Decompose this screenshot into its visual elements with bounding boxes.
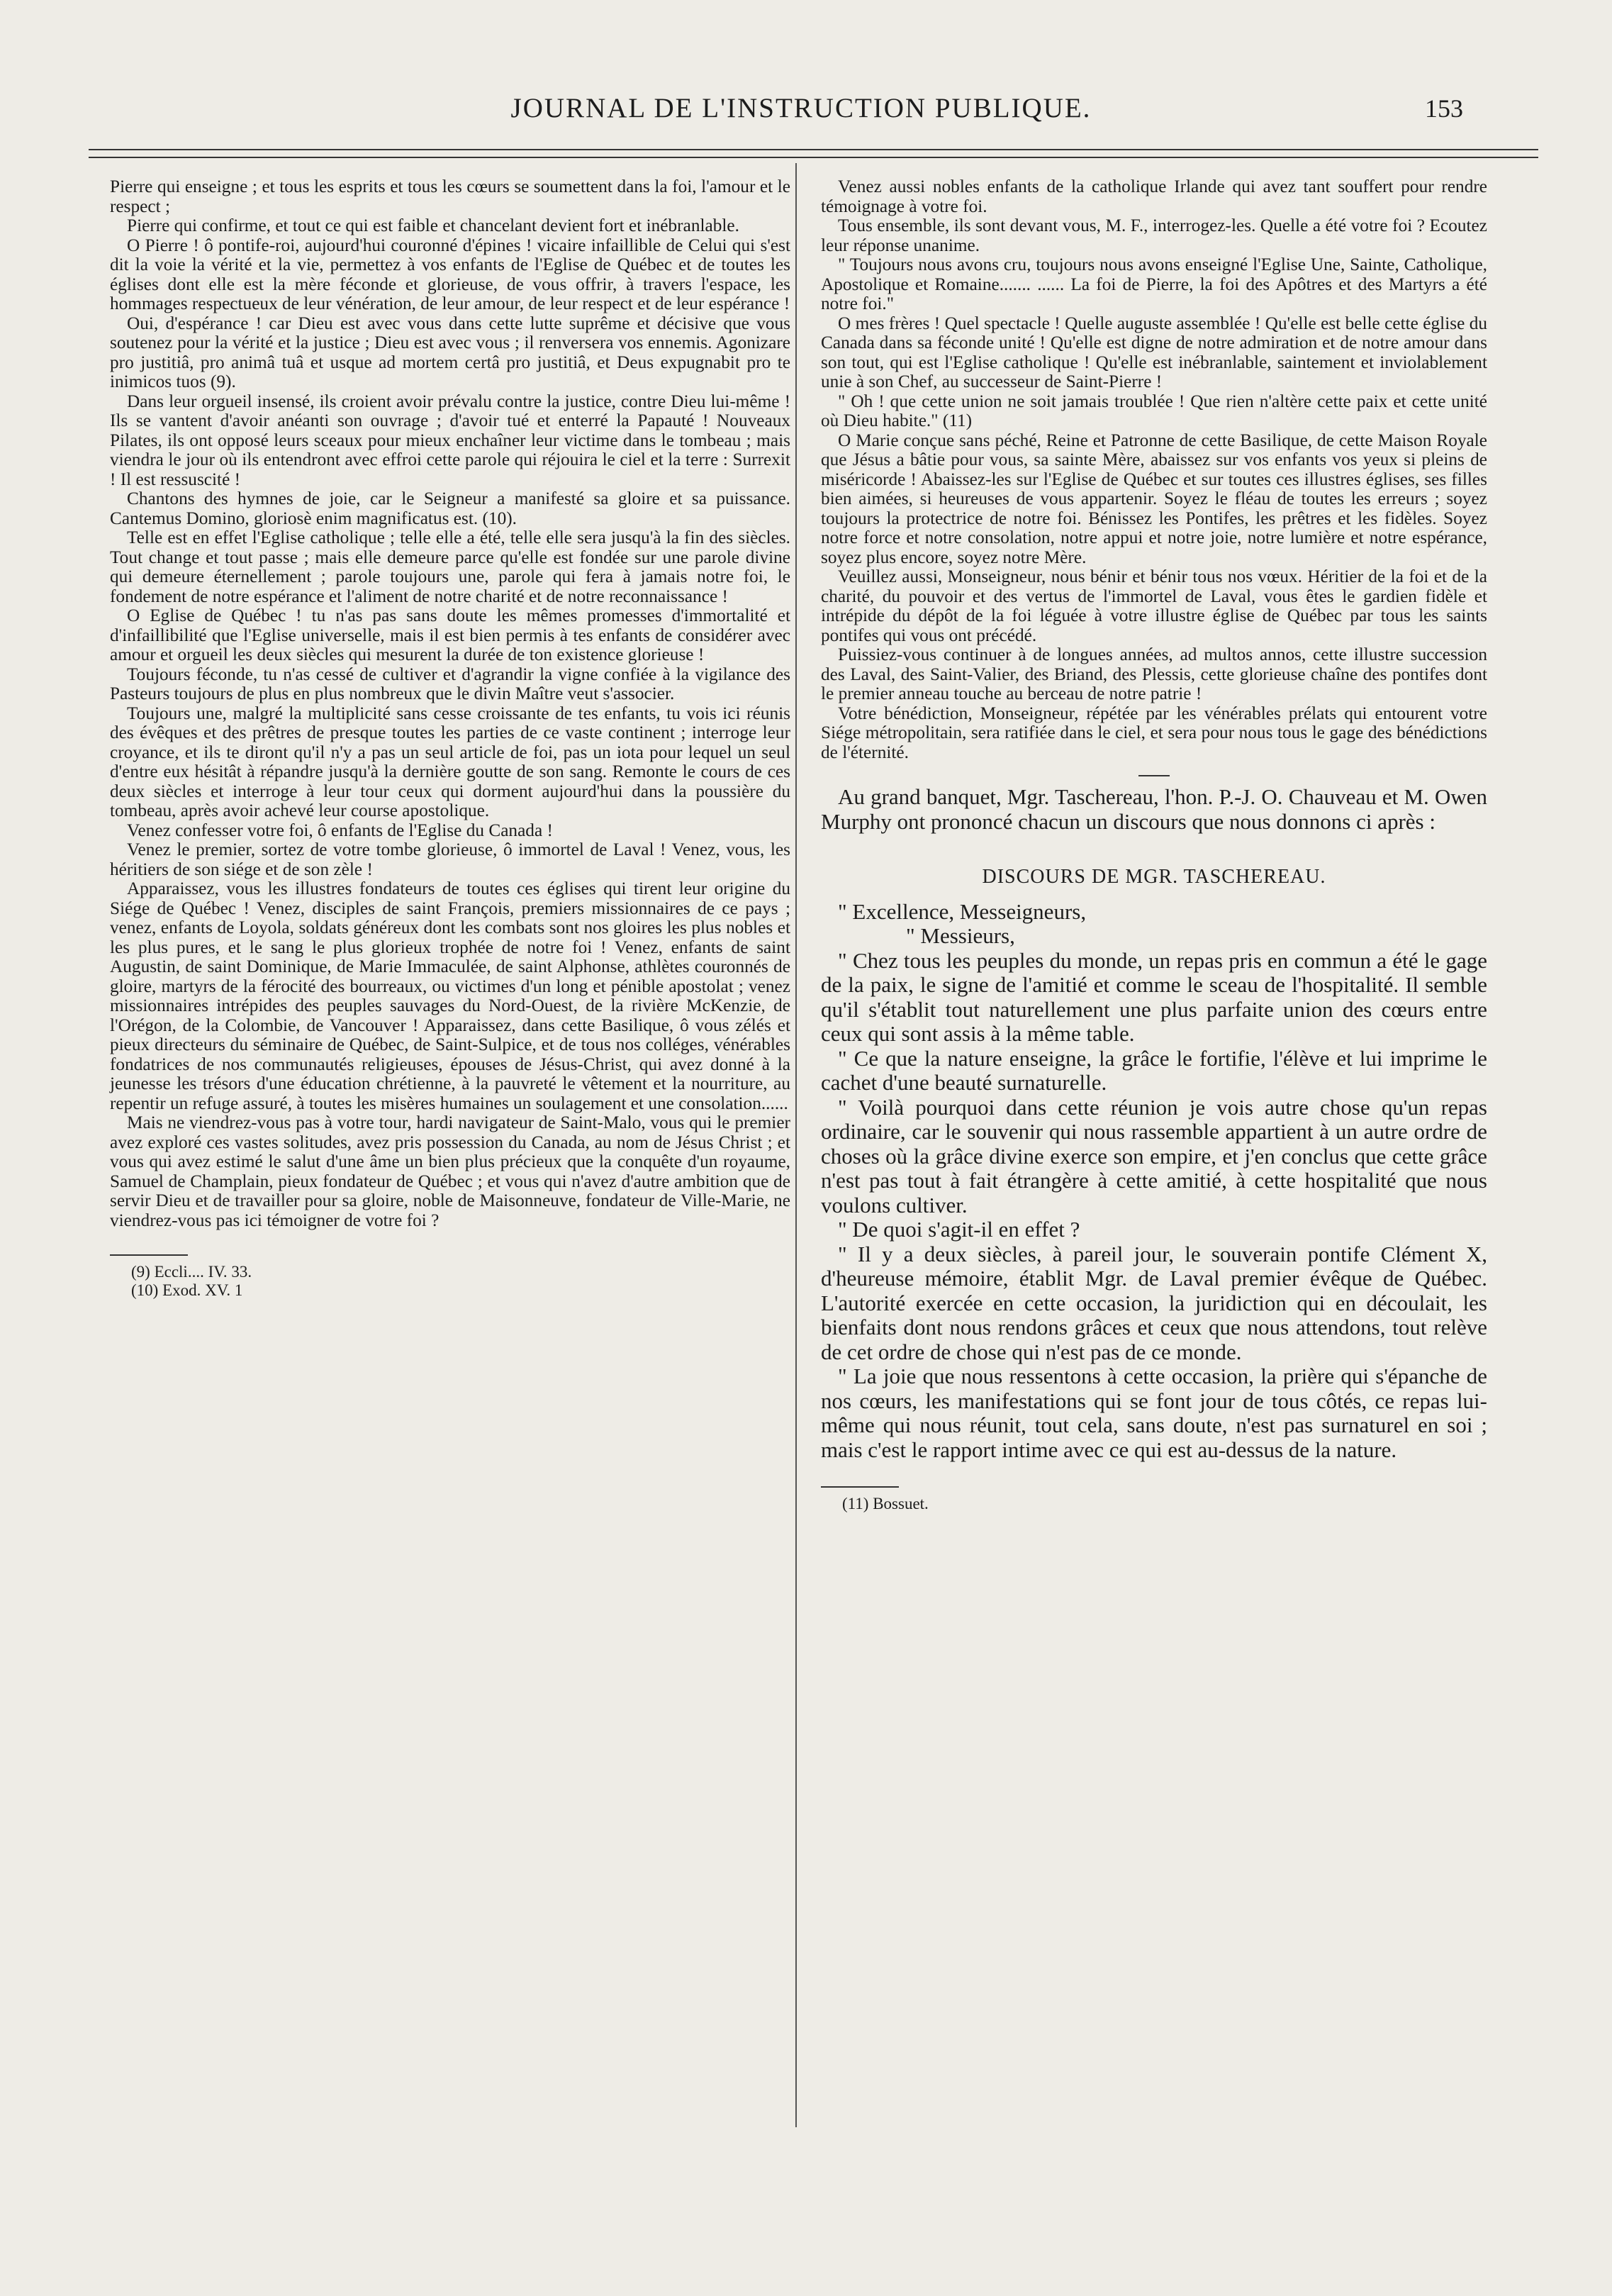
footnote-rule <box>821 1486 899 1488</box>
paragraph: O Marie conçue sans péché, Reine et Patronne de cette Basilique, de cette Maison Royale que Jésus a bâtie pour vous, sa sainte Mère, abaissez sur vos enfants vos yeux si pleins de miséricorde ! Abaissez-les sur l'Eglise de Québec et sur toutes ces illustres églises, ses filles bien aimées, si heureuses de vous appartenir. Soyez le fléau de toutes les erreurs ; soyez toujours la protectrice de notre foi. Bénissez les Pontifes, les prêtres et les fidèles. Soyez notre force et notre consolation, notre appui et notre joie, notre lumière et notre espérance, soyez plus encore, soyez notre Mère. <box>821 430 1487 567</box>
page-number: 153 <box>1425 94 1463 123</box>
paragraph: Toujours féconde, tu n'as cessé de cultiver et d'agrandir la vigne confiée à la vigilance des Pasteurs toujours de plus en plus nombreux que le divin Maître veut s'associer. <box>110 664 790 703</box>
paragraph: Puissiez-vous continuer à de longues années, ad multos annos, cette illustre succession des Laval, des Saint-Valier, des Briand, des Plessis, cette glorieuse chaîne des pontifes dont le premier anneau touche au berceau de notre patrie ! <box>821 645 1487 703</box>
paragraph: O Eglise de Québec ! tu n'as pas sans doute les mêmes promesses d'immortalité et d'infaillibilité que l'Eglise universelle, mais il est bien permis à tes enfants de considérer avec amour et orgueil les deux siècles qui mesurent la durée de ton existence glorieuse ! <box>110 606 790 664</box>
footnotes <box>110 1263 790 1300</box>
banquet-section <box>821 785 1487 1462</box>
speech-paragraph: " De quoi s'agit-il en effet ? <box>838 1217 1080 1242</box>
paragraph: Dans leur orgueil insensé, ils croient avoir prévalu contre la justice, contre Dieu lui-même ! Ils se vantent d'avoir anéanti son ouvrage ; d'avoir tué et enterré la Papauté ! Nouveaux Pilates, ils ont opposé leurs sceaux pour mieux enchaîner leur victime dans le tombeau ; mais viendra le jour où ils entendront avec effroi cette parole qui réjouira le ciel et la terre : Surrexit ! Il est ressuscité ! <box>110 391 790 489</box>
paragraph: Votre bénédiction, Monseigneur, répétée par les vénérables prélats qui entourent votre Siége métropolitain, sera ratifiée dans le ciel, et sera pour nous tous le gage des bénédictions de l'éternité. <box>821 703 1487 762</box>
paragraph: O Pierre ! ô pontife-roi, aujourd'hui couronné d'épines ! vicaire infaillible de Celui qui s'est dit la voie la vérité et la vie, permettez à vos enfants de l'Eglise de Québec et de toutes les églises dont elle est la mère féconde et glorieuse, de vous offrir, à travers l'espace, les hommages respectueux de leur vénération, de leur amour, de leur respect et de leur espérance ! <box>110 235 790 313</box>
paragraph: Apparaissez, vous les illustres fondateurs de toutes ces églises qui tirent leur origine du Siége de Québec ! Venez, disciples de saint François, premiers missionnaires de ce pays ; venez, enfants de Loyola, soldats généreux dont les combats sont nos gloires les plus nobles et les plus pures, et le sang le plus glorieux trophée de notre foi ! Venez, enfants de saint Augustin, de saint Dominique, de Marie Immaculée, de saint Alphonse, athlètes couronnés de gloire, martyrs de la férocité des bourreaux, ou victimes d'un long et pénible apostolat ; venez missionnaires intrépides des peuples sauvages du Nord-Ouest, de la rivière McKenzie, de l'Orégon, de la Colombie, de Vancouver ! Apparaissez, dans cette Basilique, ô vous zélés et pieux directeurs du séminaire de Québec, de Saint-Sulpice, et de tous nos colléges, vénérables fondatrices de nos communautés religieuses, épouses de Jésus-Christ, qui avez donné à la jeunesse les trésors d'une éducation chrétienne, à la pauvreté le vêtement et la nourriture, au repentir un refuge assuré, à toutes les misères humaines un soulagement et une consolation...... <box>110 879 790 1113</box>
paragraph: " Oh ! que cette union ne soit jamais troublée ! Que rien n'altère cette paix et cette unité où Dieu habite." (11) <box>821 391 1487 430</box>
paragraph: Pierre qui enseigne ; et tous les esprits et tous les cœurs se soumettent dans la foi, l'amour et le respect ; <box>110 177 790 216</box>
footnote-rule <box>110 1254 188 1256</box>
paragraph: Mais ne viendrez-vous pas à votre tour, hardi navigateur de Saint-Malo, vous qui le premier avez exploré ces vastes solitudes, avez pris possession du Canada, au nom de Jésus Christ ; et vous qui avez estimé le salut d'une âme un bien plus précieux que la conquête d'un royaume, Samuel de Champlain, pieux fondateur de Québec ; et vous qui n'avez d'autre ambition que de servir Dieu et de travailler pour sa gloire, noble de Maisonneuve, fondateur de Ville-Marie, ne viendrez-vous pas ici témoigner de votre foi ? <box>110 1113 790 1230</box>
speech-paragraph: " Voilà pourquoi dans cette réunion je vois autre chose qu'un repas ordinaire, car le souvenir qui nous rassemble appartient à un autre ordre de choses où la grâce divine exerce son empire, et j'en conclus que cette grâce n'est pas tout à fait étrangère à cette amitié, à cette hospitalité que nous voulons cultiver. <box>821 1094 1487 1217</box>
left-column <box>110 177 790 1300</box>
footnote: (10) Exod. XV. 1 <box>131 1281 243 1299</box>
section-rule <box>1138 775 1170 776</box>
paragraph: Telle est en effet l'Eglise catholique ; telle elle a été, telle elle sera jusqu'à la fin des siècles. Tout change et tout passe ; mais elle demeure parce qu'elle est fondée sur une parole divine qui demeure éternellement ; parole toujours une, parole qui fera à jamais notre foi, le fondement de notre espérance et l'aliment de notre charité et de notre reconnaissance ! <box>110 528 790 606</box>
speech-paragraph: " La joie que nous ressentons à cette occasion, la prière qui s'épanche de nos cœurs, les manifestations qui se font jour de tous côtés, ce repas lui-même qui nous réunit, tout cela, sans doute, n'est pas surnaturel en soi ; mais c'est le rapport intime avec ce qui est au-dessus de la nature. <box>821 1364 1487 1462</box>
paragraph: Pierre qui confirme, et tout ce qui est faible et chancelant devient fort et inébranlable. <box>127 216 739 235</box>
paragraph: O mes frères ! Quel spectacle ! Quelle auguste assemblée ! Qu'elle est belle cette église du Canada dans sa féconde unité ! Qu'elle est digne de notre admiration et de notre amour dans son tout, qui est l'Eglise catholique ! Qu'elle est inébranlable, saintement et inviolablement unie à son Chef, au successeur de Saint-Pierre ! <box>821 313 1487 391</box>
column-divider <box>795 163 797 2127</box>
speech-title: DISCOURS DE MGR. TASCHEREAU. <box>982 866 1326 888</box>
page-header <box>0 92 1612 142</box>
footnote: (11) Bossuet. <box>842 1495 929 1512</box>
footnotes <box>821 1495 1487 1513</box>
paragraph: Venez confesser votre foi, ô enfants de l'Eglise du Canada ! <box>127 820 553 840</box>
salutation: " Excellence, Messeigneurs, <box>838 898 1087 924</box>
paragraph: Venez le premier, sortez de votre tombe glorieuse, ô immortel de Laval ! Venez, vous, les héritiers de son siége et de son zèle ! <box>110 840 790 879</box>
running-title: JOURNAL DE L'INSTRUCTION PUBLIQUE. <box>510 93 1092 123</box>
paragraph: Oui, d'espérance ! car Dieu est avec vous dans cette lutte suprême et décisive que vous soutenez pour la vérité et la justice ; Dieu est avec vous ; il renversera vos ennemis. Agonizare pro justitiâ, pro animâ tuâ et usque ad mortem certâ pro justitiâ, et Deus expugnabit pro te inimicos tuos (9). <box>110 313 790 391</box>
paragraph: Venez aussi nobles enfants de la catholique Irlande qui avez tant souffert pour rendre témoignage à votre foi. <box>821 177 1487 216</box>
speech-paragraph: " Il y a deux siècles, à pareil jour, le souverain pontife Clément X, d'heureuse mémoire, établit Mgr. de Laval premier évêque de Québec. L'autorité exercée en cette occasion, la juridiction qui en découlait, les bienfaits dont nous rendons grâces et ceux que nous attendons, tout relève de cet ordre de chose qui n'est pas de ce monde. <box>821 1241 1487 1364</box>
paragraph: Tous ensemble, ils sont devant vous, M. F., interrogez-les. Quelle a été votre foi ? Ecoutez leur réponse unanime. <box>821 216 1487 255</box>
footnote: (9) Eccli.... IV. 33. <box>131 1263 252 1281</box>
paragraph: Veuillez aussi, Monseigneur, nous bénir et bénir tous nos vœux. Héritier de la foi et de la charité, du pouvoir et des vertus de l'immortel de Laval, vous êtes le gardien fidèle et intrépide du dépôt de la foi léguée à votre illustre église de Québec par tous les saints pontifes qui vous ont précédé. <box>821 567 1487 645</box>
paragraph: Chantons des hymnes de joie, car le Seigneur a manifesté sa gloire et sa puissance. Cantemus Domino, gloriosè enim magnificatus est. (10). <box>110 489 790 528</box>
right-column <box>821 177 1487 1513</box>
speech-paragraph: " Ce que la nature enseigne, la grâce le fortifie, l'élève et lui imprime le cachet d'une beauté surnaturelle. <box>821 1045 1487 1095</box>
banquet-intro: Au grand banquet, Mgr. Taschereau, l'hon. P.-J. O. Chauveau et M. Owen Murphy ont prononcé chacun un discours que nous donnons ci après : <box>821 784 1487 834</box>
salutation: " Messieurs, <box>906 923 1015 948</box>
paragraph: " Toujours nous avons cru, toujours nous avons enseigné l'Eglise Une, Sainte, Catholique, Apostolique et Romaine....... ...... La foi de Pierre, la foi des Apôtres et des Martyrs a été notre foi." <box>821 255 1487 313</box>
paragraph: Toujours une, malgré la multiplicité sans cesse croissante de tes enfants, tu vois ici réunis des évêques et des prêtres de presque toutes les parties de ce vaste continent ; interroge leur croyance, et ils te diront qu'il n'y a pas un seul article de foi, pas un iota pour lequel un seul d'entre eux hésitât à répandre jusqu'à la dernière goutte de son sang. Remonte le cours de ces deux siècles et interroge à leur tour ceux qui dorment aujourd'hui dans la poussière du tombeau, après avoir achevé leur course apostolique. <box>110 703 790 820</box>
header-rule <box>89 149 1538 158</box>
speech-paragraph: " Chez tous les peuples du monde, un repas pris en commun a été le gage de la paix, le signe de l'amitié et comme le sceau de l'hospitalité. Il semble qu'il s'établit tout naturellement une plus parfaite union des cœurs entre ceux qui sont assis à la même table. <box>821 947 1487 1046</box>
